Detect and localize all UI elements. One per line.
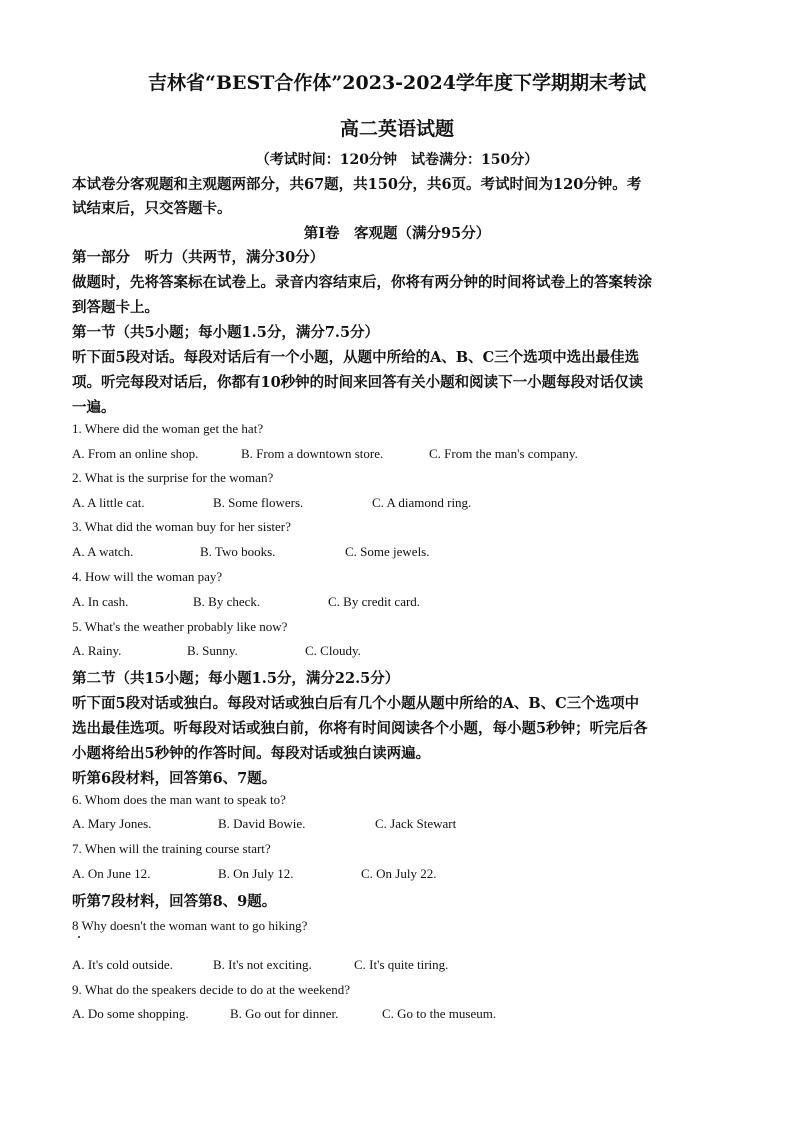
question-4-stem: 4. How will the woman pay? <box>72 569 223 584</box>
exam-title: 吉林省“BEST合作体”2023-2024学年度下学期期末考试 <box>148 72 646 94</box>
question-6-option-b: B. David Bowie. <box>218 816 306 831</box>
question-8-option-c: C. It's quite tiring. <box>354 957 449 972</box>
question-7-stem: 7. When will the training course start? <box>72 841 271 856</box>
question-6-option-c: C. Jack Stewart <box>375 816 457 831</box>
question-7-option-a: A. On June 12. <box>72 866 151 881</box>
question-8-option-b: B. It's not exciting. <box>213 957 312 972</box>
question-9-stem: 9. What do the speakers decide to do at the weekend? <box>72 982 351 997</box>
intro-line-1: 本试卷分客观题和主观题两部分，共67题，共150分，共6页。考试时间为120分钟。考 <box>72 176 642 193</box>
question-1-option-c: C. From the man's company. <box>429 446 578 461</box>
question-8-stem: 8 Why doesn't the woman want to go hiking? <box>72 918 308 933</box>
question-5-option-b: B. Sunny. <box>187 643 238 658</box>
question-6-stem: 6. Whom does the man want to speak to? <box>72 792 286 807</box>
question-9-option-c: C. Go to the museum. <box>382 1006 497 1021</box>
section2-heading: 第二节（共15小题；每小题1.5分，满分22.5分） <box>72 670 400 687</box>
stray-dot-mark <box>78 936 80 938</box>
intro-line-2: 试结束后，只交答题卡。 <box>72 200 232 217</box>
question-8-option-a: A. It's cold outside. <box>72 957 173 972</box>
part1-instruction-line-1: 做题时，先将答案标在试卷上。录音内容结束后，你将有两分钟的时间将试卷上的答案转涂 <box>72 274 652 291</box>
question-4-option-a: A. In cash. <box>72 594 129 609</box>
question-3-option-c: C. Some jewels. <box>345 544 430 559</box>
question-7-option-c: C. On July 22. <box>361 866 437 881</box>
question-2-option-a: A. A little cat. <box>72 495 145 510</box>
question-2-stem: 2. What is the surprise for the woman? <box>72 470 274 485</box>
part1-instruction-line-2: 到答题卡上。 <box>72 299 159 316</box>
question-6-option-a: A. Mary Jones. <box>72 816 152 831</box>
material-7-heading: 听第7段材料，回答第8、9题。 <box>72 893 277 910</box>
question-4-option-b: B. By check. <box>193 594 261 609</box>
question-1-option-b: B. From a downtown store. <box>241 446 384 461</box>
question-5-option-c: C. Cloudy. <box>305 643 361 658</box>
section1-instruction-line-2: 项。听完每段对话后，你都有10秒钟的时间来回答有关小题和阅读下一小题每段对话仅读 <box>72 374 644 391</box>
material-6-heading: 听第6段材料，回答第6、7题。 <box>72 770 277 787</box>
section1-instruction-line-3: 一遍。 <box>72 399 116 416</box>
question-2-option-c: C. A diamond ring. <box>372 495 472 510</box>
question-5-option-a: A. Rainy. <box>72 643 122 658</box>
section2-instruction-line-3: 小题将给出5秒钟的作答时间。每段对话或独白读两遍。 <box>72 745 431 762</box>
section2-instruction-line-1: 听下面5段对话或独白。每段对话或独白后有几个小题从题中所给的A、B、C三个选项中 <box>72 695 640 712</box>
question-4-option-c: C. By credit card. <box>328 594 421 609</box>
exam-subtitle: 高二英语试题 <box>339 118 454 140</box>
volume1-title: 第Ⅰ卷 客观题（满分95分） <box>303 225 491 242</box>
question-2-option-b: B. Some flowers. <box>213 495 304 510</box>
question-3-stem: 3. What did the woman buy for her sister? <box>72 519 291 534</box>
question-5-stem: 5. What's the weather probably like now? <box>72 619 288 634</box>
question-1-option-a: A. From an online shop. <box>72 446 199 461</box>
question-7-option-b: B. On July 12. <box>218 866 294 881</box>
question-1-stem: 1. Where did the woman get the hat? <box>72 421 264 436</box>
section1-heading: 第一节（共5小题；每小题1.5分，满分7.5分） <box>72 324 380 341</box>
question-9-option-a: A. Do some shopping. <box>72 1006 189 1021</box>
question-3-option-a: A. A watch. <box>72 544 134 559</box>
section2-instruction-line-2: 选出最佳选项。听每段对话或独白前，你将有时间阅读各个小题，每小题5秒钟；听完后各 <box>72 720 648 737</box>
question-3-option-b: B. Two books. <box>200 544 276 559</box>
question-9-option-b: B. Go out for dinner. <box>230 1006 339 1021</box>
section1-instruction-line-1: 听下面5段对话。每段对话后有一个小题，从题中所给的A、B、C三个选项中选出最佳选 <box>72 349 640 366</box>
part1-heading: 第一部分 听力（共两节，满分30分） <box>72 249 325 266</box>
exam-info: （考试时间：120分钟 试卷满分：150分） <box>255 152 539 168</box>
